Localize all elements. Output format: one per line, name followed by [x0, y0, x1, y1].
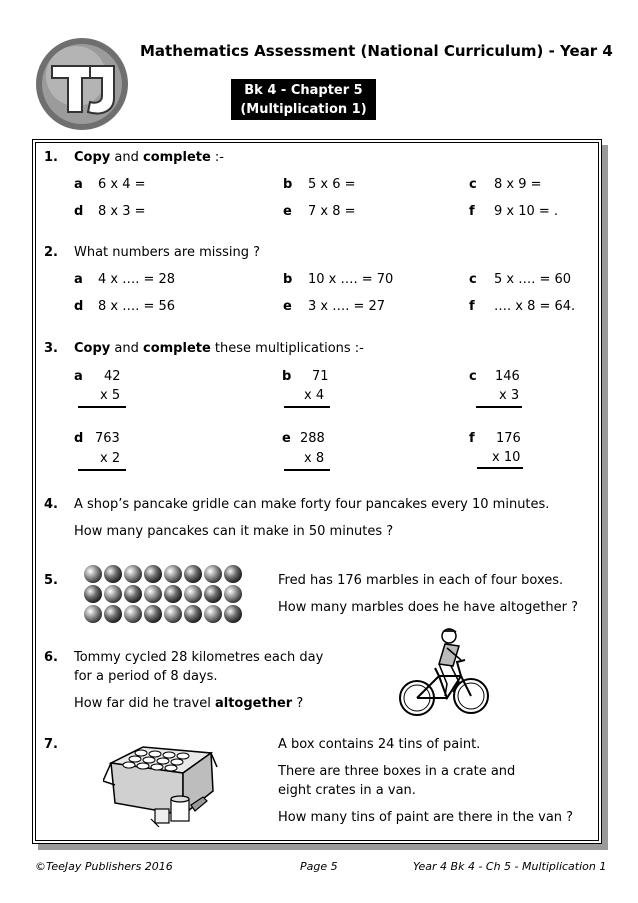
q3b-top: 71: [312, 369, 329, 384]
q3f-top: 176: [496, 431, 521, 446]
q3a-top: 42: [104, 369, 121, 384]
q2f-text: …. x 8 = 64.: [494, 299, 576, 314]
chapter-line1: Bk 4 - Chapter 5: [244, 83, 363, 98]
q1a-text: 6 x 4 =: [98, 177, 146, 192]
q1a-letter: a: [74, 177, 83, 192]
q5-line2: How many marbles does he have altogether ?: [278, 600, 579, 615]
q2a-text: 4 x …. = 28: [98, 272, 176, 287]
q3d-bottom: x 2: [100, 451, 121, 466]
q3f-letter: f: [469, 431, 475, 446]
q2d-text: 8 x …. = 56: [98, 299, 176, 314]
q7-line4: How many tins of paint are there in the van ?: [278, 810, 574, 825]
q2c-text: 5 x …. = 60: [494, 272, 572, 287]
q2b-letter: b: [283, 272, 293, 287]
q3f-bottom: x 10: [492, 450, 521, 465]
q2b-text: 10 x …. = 70: [308, 272, 394, 287]
q4-line1: A shop’s pancake gridle can make forty four pancakes every 10 minutes.: [74, 497, 550, 512]
q1f-letter: f: [469, 204, 475, 219]
teejay-logo: [34, 36, 130, 132]
q3e-answer-line: [284, 469, 330, 471]
q3d-letter: d: [74, 431, 84, 446]
q3c-bottom: x 3: [499, 388, 520, 403]
q2c-letter: c: [469, 272, 477, 287]
chapter-line2: (Multiplication 1): [240, 102, 367, 117]
q3e-letter: e: [282, 431, 291, 446]
assessment-title: Mathematics Assessment (National Curriculum) - Year 4: [140, 42, 613, 60]
q6-line2: for a period of 8 days.: [74, 669, 218, 684]
q2d-letter: d: [74, 299, 84, 314]
q7-number: 7.: [44, 737, 58, 752]
q7-line2: There are three boxes in a crate and: [278, 764, 516, 779]
q2f-letter: f: [469, 299, 475, 314]
q3b-letter: b: [282, 369, 292, 384]
footer-page-number: Page 5: [300, 860, 338, 873]
q7-line3: eight crates in a van.: [278, 783, 416, 798]
q3c-top: 146: [495, 369, 520, 384]
q3a-letter: a: [74, 369, 83, 384]
q3e-bottom: x 8: [304, 451, 325, 466]
q1e-text: 7 x 8 =: [308, 204, 356, 219]
q3a-answer-line: [78, 406, 126, 408]
q2e-letter: e: [283, 299, 292, 314]
q2a-letter: a: [74, 272, 83, 287]
q3b-bottom: x 4: [304, 388, 325, 403]
q1b-letter: b: [283, 177, 293, 192]
q6-line1: Tommy cycled 28 kilometres each day: [74, 650, 324, 665]
q3c-letter: c: [469, 369, 477, 384]
q5-number: 5.: [44, 573, 58, 588]
q6-number: 6.: [44, 650, 58, 665]
q3-title: Copy and complete these multiplications :-: [74, 341, 364, 356]
q2-number: 2.: [44, 245, 58, 260]
q1d-text: 8 x 3 =: [98, 204, 146, 219]
q1d-letter: d: [74, 204, 84, 219]
q1-number: 1.: [44, 150, 58, 165]
footer-chapter-info: Year 4 Bk 4 - Ch 5 - Multiplication 1: [413, 860, 607, 873]
q1f-text: 9 x 10 = .: [494, 204, 559, 219]
q3b-answer-line: [284, 406, 330, 408]
q7-line1: A box contains 24 tins of paint.: [278, 737, 481, 752]
q3d-top: 763: [95, 431, 120, 446]
q1c-letter: c: [469, 177, 477, 192]
q1b-text: 5 x 6 =: [308, 177, 356, 192]
chapter-box: [231, 79, 376, 120]
q1c-text: 8 x 9 =: [494, 177, 542, 192]
q3-number: 3.: [44, 341, 58, 356]
q2-title: What numbers are missing ?: [74, 245, 261, 260]
q3d-answer-line: [78, 469, 126, 471]
q6-line3: How far did he travel altogether ?: [74, 696, 304, 711]
footer-copyright: ©TeeJay Publishers 2016: [35, 860, 173, 873]
q1-title: Copy and complete :-: [74, 150, 224, 165]
q2e-text: 3 x …. = 27: [308, 299, 386, 314]
marbles-picture: [82, 563, 244, 625]
q3f-answer-line: [477, 467, 523, 469]
q4-number: 4.: [44, 497, 58, 512]
q3c-answer-line: [476, 406, 522, 408]
q5-line1: Fred has 176 marbles in each of four boxes.: [278, 573, 564, 588]
paint-box-picture: [103, 733, 219, 829]
q4-line2: How many pancakes can it make in 50 minutes ?: [74, 524, 394, 539]
cyclist-picture: [395, 624, 491, 720]
q3a-bottom: x 5: [100, 388, 121, 403]
q1e-letter: e: [283, 204, 292, 219]
q3e-top: 288: [300, 431, 325, 446]
